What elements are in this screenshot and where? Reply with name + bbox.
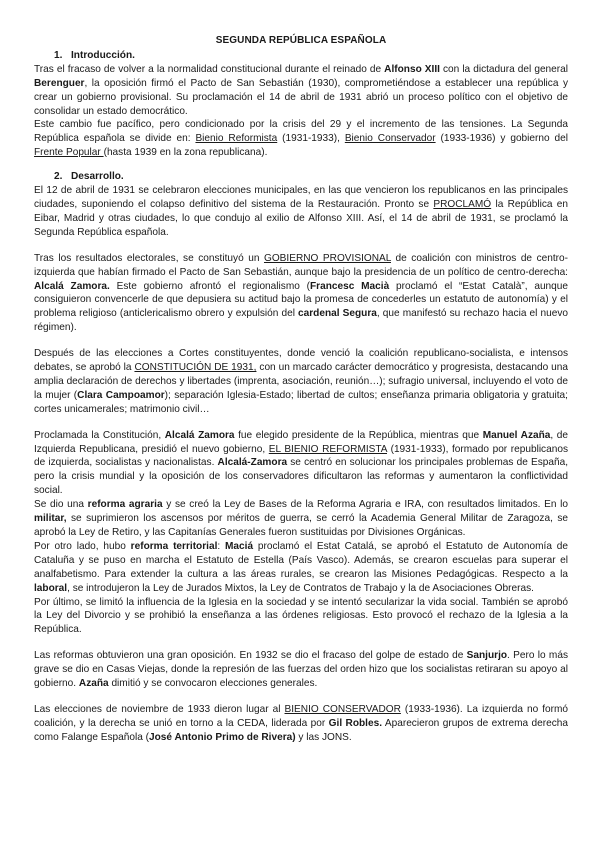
bold-berenguer: Berenguer — [34, 77, 85, 89]
text-run: proclamó el “Estat Català”, aunque consiguieron convencerle de que depusiera su actitud bajo la promesa de concederles un estatuto de autonomía) y el problema religioso (anticlericalismo obrero y expulsión del — [34, 280, 569, 320]
underlined-constitucion-1931: CONSTITUCIÓN DE 1931, — [134, 362, 257, 374]
text-run: Tras los resultados electorales, se constituyó un — [34, 252, 264, 264]
text-run: , se introdujeron la Ley de Jurados Mixtos, la Ley de Contratos de Trabajo y la de Asociaciones Obreras. — [67, 582, 534, 594]
text-run: la República en Eibar, Madrid y otras ciudades, lo que condujo al exilio de Alfonso XIII. Así, el 14 de abril de 1931, se proclamó la Segunda República española. — [34, 198, 568, 238]
underlined-frente-popular: Frente Popular — [34, 147, 104, 159]
text-run: fue elegido presidente de la República, mientras que — [234, 429, 483, 441]
body-paragraph-oposicion — [34, 649, 568, 691]
text-run: : — [217, 540, 226, 552]
section-number: 1. — [54, 49, 63, 61]
text-run: El 12 de abril de 1931 se celebraron elecciones municipales, en las que vencieron los republicanos en las principales ciudades, suponiendo el colapso definitivo del sistema de la Restauración. Pronto se — [34, 185, 568, 210]
section-label: Desarrollo. — [71, 171, 124, 183]
text-run: con un marcado carácter democrático y progresista, destacando una amplia declaración de derechos y libertades (imprenta, asociación, reunión…); sufragio universal, incluyendo el voto de la mujer ( — [34, 362, 568, 401]
underlined-bienio-reformista: Bienio Reformista — [195, 133, 278, 145]
bold-azana: Azaña — [78, 678, 109, 690]
text-run: , de Izquierda Republicana, presidió el nuevo gobierno, — [34, 429, 568, 455]
body-paragraph-bienio-conservador — [34, 703, 568, 745]
document-title: SEGUNDA REPÚBLICA ESPAÑOLA — [215, 35, 387, 46]
underlined-gobierno-provisional: GOBIERNO PROVISIONAL — [263, 252, 391, 264]
bold-alcala-zamora-2: Alcalá-Zamora — [217, 457, 288, 469]
section-heading-desarrollo — [54, 170, 568, 184]
bold-militar: militar, — [34, 513, 67, 525]
text-run: (1931-1933), formado por republicanos de izquierda, socialistas y nacionalistas. — [34, 443, 568, 469]
text-run: y las JONS. — [295, 731, 352, 743]
bold-reforma-agraria: reforma agraria — [87, 499, 163, 511]
body-paragraph-iglesia — [34, 596, 568, 638]
text-run: proclamó el Estat Catalá, se aprobó el Estatuto de Autonomía de Cataluña y se puso en marcha el Estatuto de Estella (País Vasco). Además, se crearon escuelas para superar el analfabetismo. Para extender la cultura a las áreas rurales, se crearon las Misiones Pedagógicas. Respecto a la — [34, 540, 569, 580]
bold-alfonso-xiii: Alfonso XIII — [384, 63, 440, 75]
text-run: Tras el fracaso de volver a la normalidad constitucional durante el reinado de — [34, 63, 385, 75]
bold-sanjurjo: Sanjurjo — [466, 650, 508, 662]
text-run: y se creó la Ley de Bases de la Reforma Agraria e IRA, con resultados limitados. En lo — [162, 499, 568, 511]
body-paragraph-constitucion — [34, 347, 568, 417]
bold-alcala-zamora: Alcalá Zamora. — [34, 280, 110, 292]
bold-jose-antonio-primo-de-rivera: José Antonio Primo de Rivera) — [149, 731, 296, 743]
underlined-bienio-conservador: Bienio Conservador — [344, 133, 436, 145]
text-run: se centró en solucionar los principales problemas de España, pero la crisis mundial y la oposición de los conservadores dificultaron las reformas y aumentaron la conflictividad social. — [34, 457, 568, 497]
bold-reforma-territorial: reforma territorial — [130, 540, 218, 552]
text-run: . Pero lo más grave se dio en Casas Viejas, donde la represión de las fuerzas del orden hizo que los socialistas retiraran su apoyo al gobierno. — [34, 650, 568, 690]
underlined-proclamo: PROCLAMÓ — [433, 198, 492, 210]
text-run: Proclamada la Constitución, — [34, 429, 165, 441]
bold-cardenal-segura: cardenal Segura — [298, 308, 377, 320]
text-run: se suprimieron los ascensos por méritos de guerra, se cerró la Academia General Militar de Zaragoza, se aprobó la Ley de Retiro, y las Capitanías Generales fueron sustituidas por Divisiones Orgánicas. — [34, 513, 568, 538]
text-run: , que manifestó su rechazo hacia el nuevo régimen). — [34, 308, 568, 334]
bold-macia: Maciá — [225, 540, 254, 552]
text-run: Se dio una — [34, 499, 88, 511]
body-paragraph-reforma-territorial — [34, 540, 568, 596]
text-run: de coalición con ministros de centro-izquierda que habían firmado el Pacto de San Sebastián, aunque bajo la presidencia de un político de centro-derecha: — [34, 252, 568, 278]
bold-francesc-macia: Francesc Macià — [310, 280, 390, 292]
text-run: Las elecciones de noviembre de 1933 dieron lugar al — [34, 703, 285, 715]
text-run: (1933-1936) y gobierno del — [435, 133, 568, 145]
section-number: 2. — [54, 171, 63, 183]
text-run: Aparecieron grupos de extrema derecha como Falange Española ( — [34, 717, 568, 743]
text-run: (hasta 1939 en la zona republicana). — [103, 147, 268, 159]
bold-alcala-zamora: Alcalá Zamora — [164, 429, 235, 441]
text-run: ); separación Iglesia-Estado; libertad de cultos; enseñanza primaria obligatoria y gratuita; cortes unicamerales; matrimonio civil… — [34, 389, 568, 415]
bold-manuel-azana: Manuel Azaña — [482, 429, 551, 441]
text-run: con la dictadura del general — [439, 63, 568, 75]
text-run: Las reformas obtuvieron una gran oposición. En 1932 se dio el fracaso del golpe de estado de — [34, 650, 467, 662]
body-paragraph-bienio-reformista — [34, 429, 568, 499]
body-paragraph-reforma-agraria — [34, 498, 568, 540]
text-run: dimitió y se convocaron elecciones generales. — [108, 678, 318, 690]
body-paragraph-gobierno-provisional — [34, 252, 568, 335]
bold-clara-campoamor: Clara Campoamor — [77, 389, 165, 401]
text-run: (1933-1936). La izquierda no formó coalición, y la derecha se unió en torno a la CEDA, liderada por — [34, 703, 569, 729]
text-run: (1931-1933), — [277, 133, 345, 145]
section-label: Introducción. — [71, 49, 135, 61]
text-run: Este cambio fue pacífico, pero condicionado por la crisis del 29 y el incremento de las tensiones. La Segunda República española se divide en: — [34, 119, 568, 145]
bold-gil-robles: Gil Robles. — [328, 717, 383, 729]
text-run: Por otro lado, hubo — [34, 540, 131, 552]
underlined-bienio-conservador-2: BIENIO CONSERVADOR — [284, 703, 401, 715]
underlined-el-bienio-reformista: EL BIENIO REFORMISTA — [268, 443, 387, 455]
bold-laboral: laboral — [34, 582, 68, 594]
text-run: Por último, se limitó la influencia de la Iglesia en la sociedad y se intentó secularizar la vida social. También se aprobó la Ley del Divorcio y se prohibió la enseñanza a las órdenes religiosas. Esto provocó el rechazo de la Iglesia a la República. — [34, 596, 568, 636]
text-run: Este gobierno afrontó el regionalismo ( — [109, 280, 311, 292]
intro-paragraph-1 — [34, 63, 568, 119]
intro-paragraph-2 — [34, 118, 568, 160]
body-paragraph-elecciones-municipales — [34, 184, 568, 240]
text-run: Después de las elecciones a Cortes constituyentes, donde venció la coalición republicano-socialista, e intensos debates, se aprobó la — [34, 348, 568, 374]
text-run: , la oposición firmó el Pacto de San Sebastián (1930), comprometiéndose a establecer una república y crear un gobierno provisional. Su proclamación el 14 de abril de 1931 abrió un proceso político con el objetivo de consolidar un estado democrático. — [34, 77, 568, 117]
section-heading-introduccion — [54, 49, 568, 63]
